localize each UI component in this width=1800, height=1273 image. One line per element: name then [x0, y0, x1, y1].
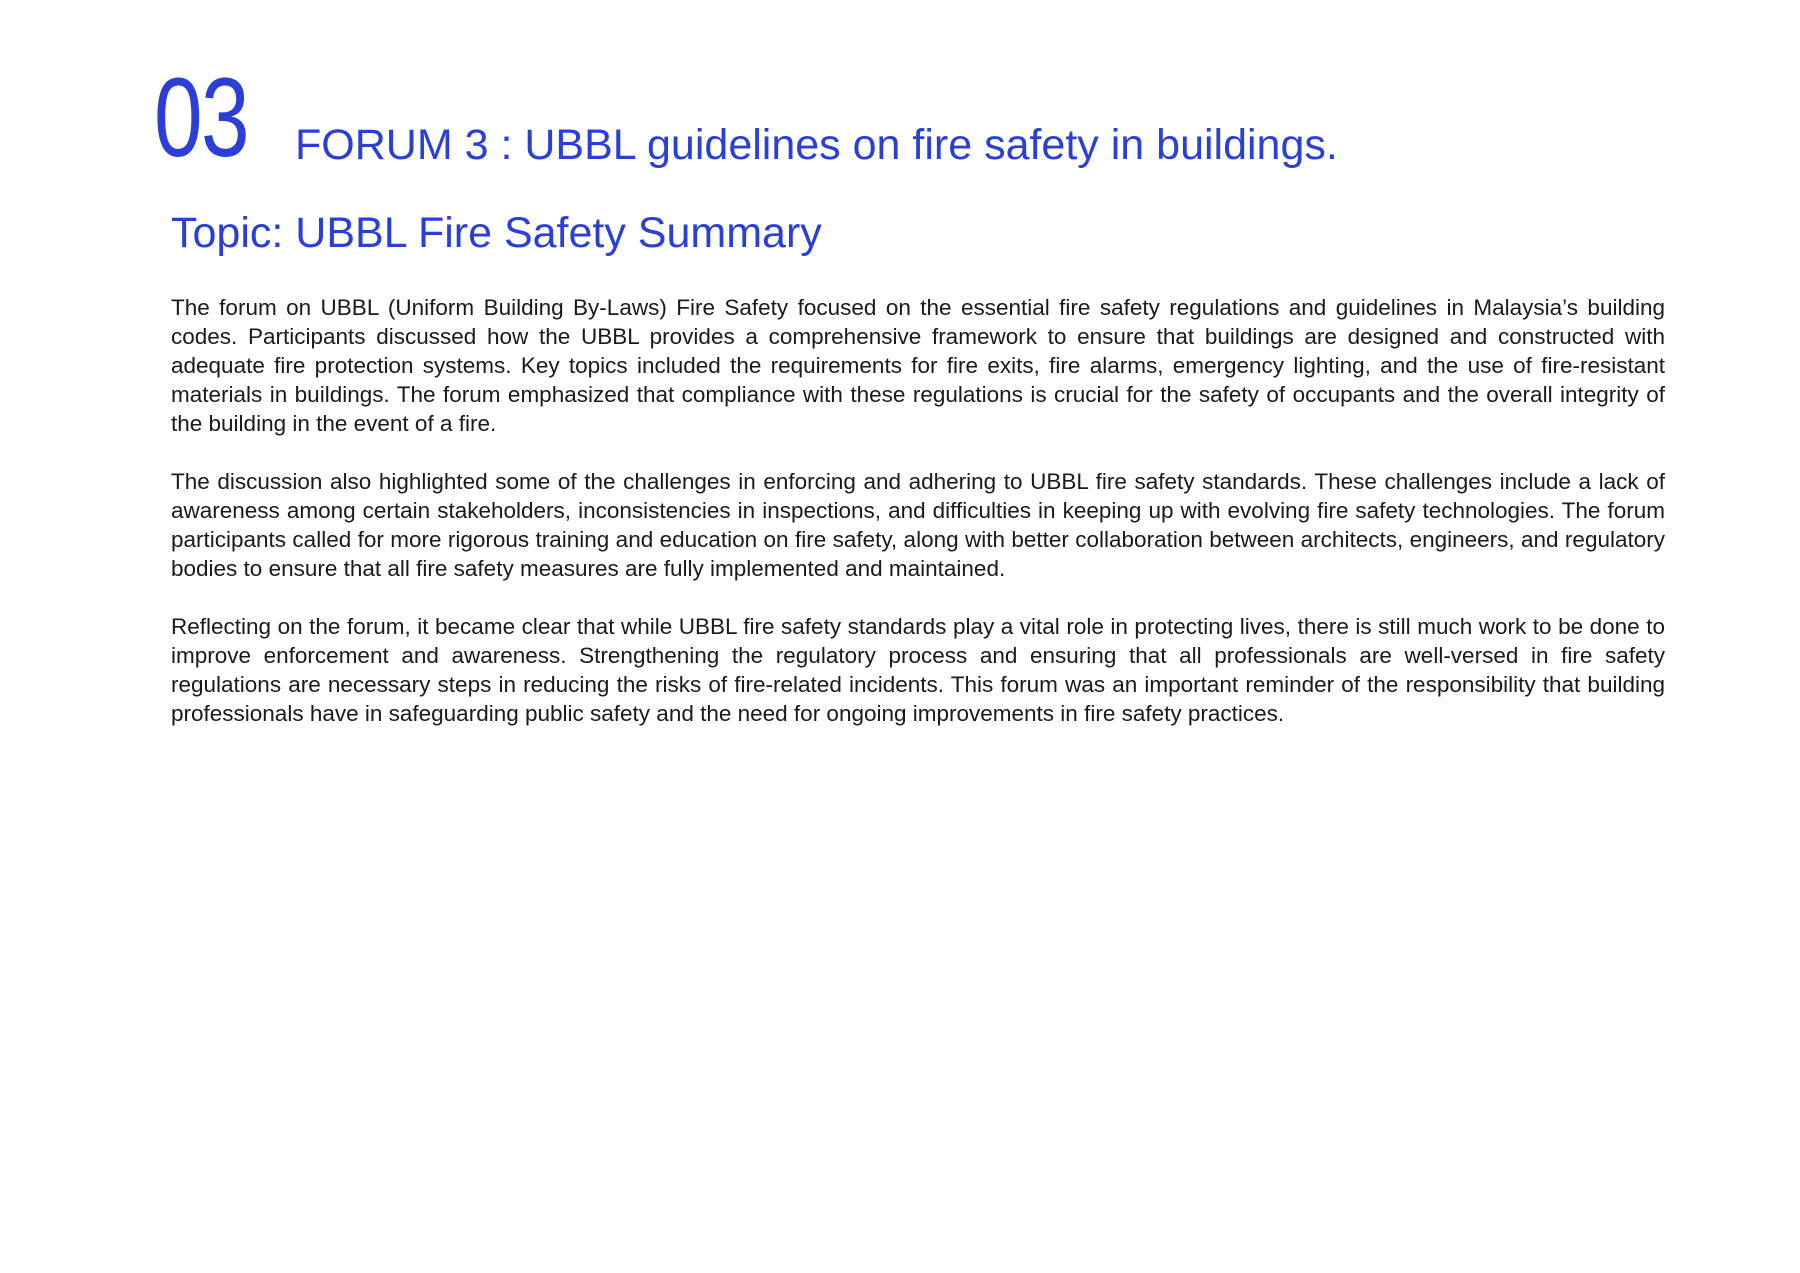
topic-title: Topic: UBBL Fire Safety Summary	[171, 209, 822, 257]
body-text	[171, 293, 1665, 757]
forum-title: FORUM 3 : UBBL guidelines on fire safety in buildings.	[295, 121, 1338, 169]
section-number: 03	[154, 55, 249, 180]
paragraph-2: The discussion also highlighted some of the challenges in enforcing and adhering to UBBL fire safety standards. These challenges include a lack of awareness among certain stakeholders, inconsistencies in inspections, and difficulties in keeping up with evolving fire safety technologies. The forum participants called for more rigorous training and education on fire safety, along with better collaboration between architects, engineers, and regulatory bodies to ensure that all fire safety measures are fully implemented and maintained.	[171, 469, 1665, 581]
paragraph-3: Reflecting on the forum, it became clear that while UBBL fire safety standards play a vital role in protecting lives, there is still much work to be done to improve enforcement and awareness. Strengthening the regulatory process and ensuring that all professionals are well-versed in fire safety regulations are necessary steps in reducing the risks of fire-related incidents. This forum was an important reminder of the responsibility that building professionals have in safeguarding public safety and the need for ongoing improvements in fire safety practices.	[171, 614, 1665, 726]
paragraph-1: The forum on UBBL (Uniform Building By-Laws) Fire Safety focused on the essential fire safety regulations and guidelines in Malaysia’s building codes. Participants discussed how the UBBL provides a comprehensive framework to ensure that buildings are designed and constructed with adequate fire protection systems. Key topics included the requirements for fire exits, fire alarms, emergency lighting, and the use of fire-resistant materials in buildings. The forum emphasized that compliance with these regulations is crucial for the safety of occupants and the overall integrity of the building in the event of a fire.	[171, 295, 1665, 436]
